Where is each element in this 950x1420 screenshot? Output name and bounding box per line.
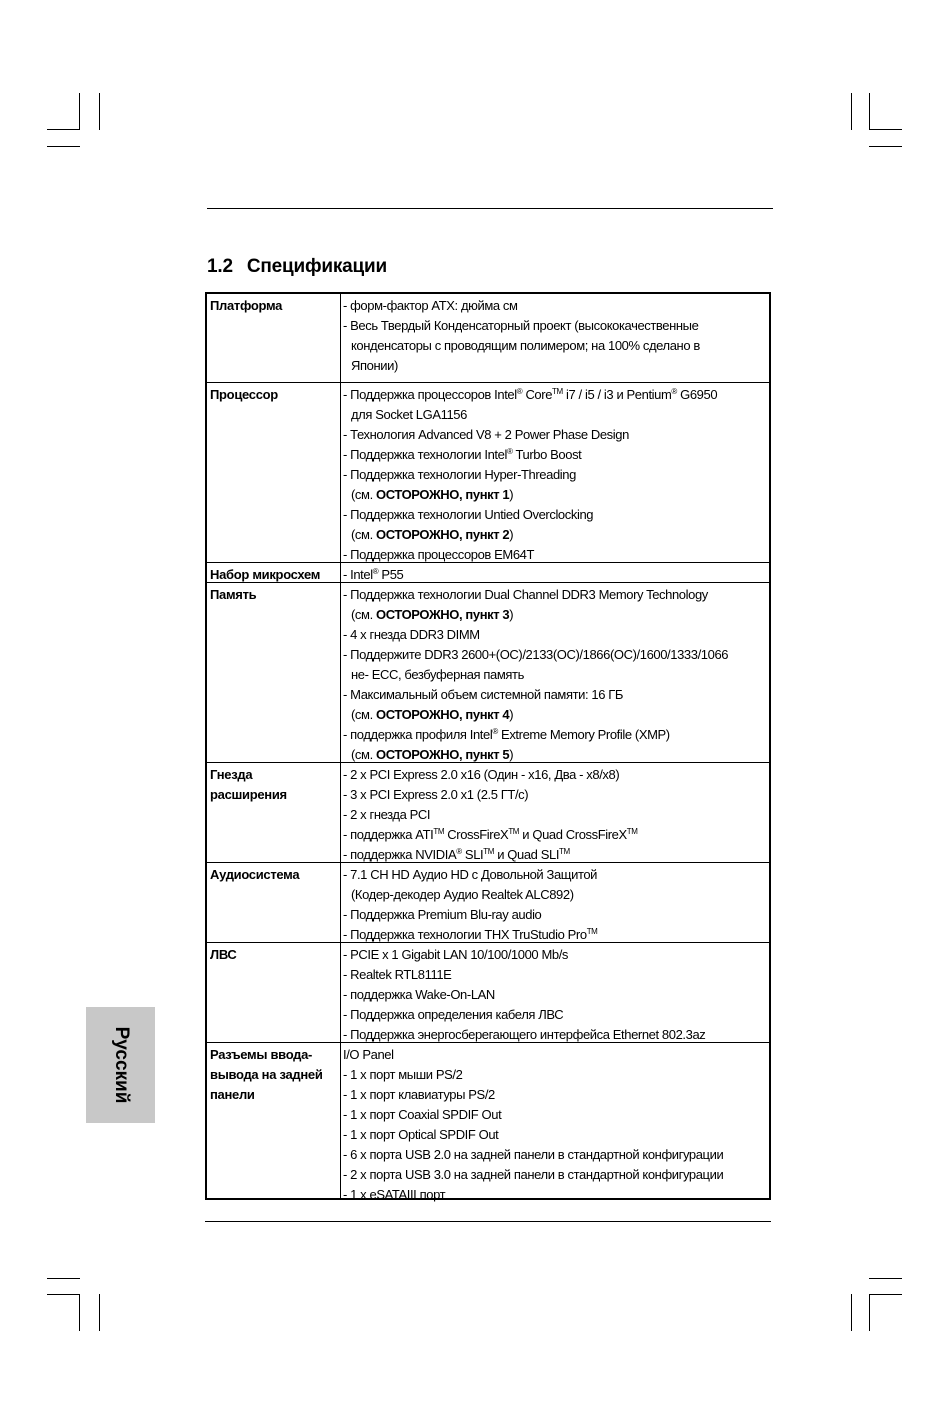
- crop-mark: [47, 146, 80, 147]
- crop-mark: [99, 93, 100, 130]
- spec-label-line: Набор микросхем: [210, 567, 321, 582]
- spec-row: [207, 562, 769, 583]
- spec-label-line: Разъемы ввода-: [210, 1047, 313, 1062]
- spec-value-line: - Поддержка технологии Untied Overclocking: [343, 507, 594, 522]
- spec-label-line: Память: [210, 587, 257, 602]
- spec-values: [343, 385, 765, 565]
- spec-values: [343, 945, 765, 1045]
- spec-value-line: - Поддержка технологии Hyper-Threading: [343, 467, 576, 482]
- spec-label-line: вывода на задней: [210, 1067, 323, 1082]
- spec-value-line: (см. ОСТОРОЖНО, пункт 3): [351, 607, 514, 622]
- spec-value-line: (Кодер-декодер Аудио Realtek ALC892): [351, 887, 574, 902]
- spec-values: [343, 1045, 765, 1205]
- spec-value-line: (см. ОСТОРОЖНО, пункт 2): [351, 527, 514, 542]
- spec-value-line: - Весь Твердый Конденсаторный проект (высококачественные: [343, 318, 699, 333]
- spec-values: [343, 585, 765, 765]
- spec-value-line: не- ECC, безбуферная память: [351, 667, 524, 682]
- spec-value-line: - Поддержка процессоров Intel® Core™ i7 / i5 / i3 и Pentium® G6950: [343, 387, 718, 402]
- crop-mark: [869, 129, 902, 130]
- crop-mark: [851, 93, 852, 130]
- crop-mark: [47, 1278, 80, 1279]
- spec-value-line: - Поддержка определения кабеля ЛВС: [343, 1007, 564, 1022]
- crop-mark: [851, 1294, 852, 1331]
- spec-value-line: - 4 x гнезда DDR3 DIMM: [343, 627, 480, 642]
- spec-label-line: панели: [210, 1087, 255, 1102]
- section-heading: [207, 256, 387, 278]
- spec-value-line: - Максимальный объем системной памяти: 16 ГБ: [343, 687, 624, 702]
- spec-label-line: Процессор: [210, 387, 278, 402]
- spec-label-line: Платформа: [210, 298, 283, 313]
- crop-mark: [869, 1294, 902, 1295]
- spec-row: [207, 942, 769, 1043]
- spec-value-line: - Поддержка Premium Blu-ray audio: [343, 907, 542, 922]
- crop-mark: [47, 129, 80, 130]
- spec-row: [207, 294, 769, 382]
- crop-mark: [79, 93, 80, 130]
- spec-value-line: - поддержка ATI™ CrossFireX™ и Quad CrossFireX™: [343, 827, 638, 842]
- spec-label-line: Аудиосистема: [210, 867, 300, 882]
- crop-mark: [869, 93, 870, 130]
- spec-value-line: (см. ОСТОРОЖНО, пункт 4): [351, 707, 514, 722]
- spec-table: [205, 292, 771, 1200]
- spec-value-line: - Поддержка технологии Intel® Turbo Boost: [343, 447, 582, 462]
- spec-value-line: - 6 x порта USB 2.0 на задней панели в стандартной конфигурации: [343, 1147, 724, 1162]
- spec-value-line: - 1 x порт Optical SPDIF Out: [343, 1127, 499, 1142]
- language-tab: [86, 1007, 155, 1123]
- top-rule: [207, 208, 773, 209]
- spec-row: [207, 1042, 769, 1203]
- spec-label: [210, 765, 338, 805]
- spec-value-line: - Поддержка технологии THX TruStudio Pro™: [343, 927, 598, 942]
- spec-label: [210, 385, 338, 405]
- spec-value-line: - Поддержка энергосберегающего интерфейса Ethernet 802.3az: [343, 1027, 706, 1042]
- spec-value-line: - Поддержка технологии Dual Channel DDR3 Memory Technology: [343, 587, 708, 602]
- spec-row: [207, 382, 769, 563]
- spec-values: [343, 765, 765, 865]
- crop-mark: [869, 146, 902, 147]
- spec-value-line: - Intel® P55: [343, 567, 404, 582]
- spec-value-line: - 7.1 CH HD Аудио HD с Довольной Защитой: [343, 867, 598, 882]
- spec-value-line: - форм-фактор ATX: дюйма см: [343, 298, 518, 313]
- spec-label: [210, 585, 338, 605]
- section-title: Спецификации: [246, 256, 387, 277]
- spec-value-line: для Socket LGA1156: [351, 407, 467, 422]
- spec-value-line: - Realtek RTL8111E: [343, 967, 452, 982]
- spec-value-line: - 2 x порта USB 3.0 на задней панели в стандартной конфигурации: [343, 1167, 724, 1182]
- spec-value-line: - поддержка профиля Intel® Extreme Memory Profile (XMP): [343, 727, 670, 742]
- crop-mark: [99, 1294, 100, 1331]
- spec-value-line: - 1 x порт мыши PS/2: [343, 1067, 463, 1082]
- spec-row: [207, 582, 769, 763]
- spec-value-line: Японии): [351, 358, 398, 373]
- spec-values: [343, 296, 765, 376]
- spec-row: [207, 762, 769, 863]
- bottom-rule: [205, 1221, 771, 1222]
- section-number: 1.2: [207, 256, 233, 277]
- spec-label: [210, 865, 338, 885]
- spec-value-line: - Поддержка процессоров EM64T: [343, 547, 535, 562]
- spec-value-line: конденсаторы с проводящим полимером; на 100% сделано в: [351, 338, 700, 353]
- spec-value-line: - 3 x PCI Express 2.0 x1 (2.5 ГТ/с): [343, 787, 529, 802]
- spec-row: [207, 862, 769, 943]
- spec-value-line: - 1 x eSATAIII порт: [343, 1187, 446, 1202]
- spec-value-line: - PCIE x 1 Gigabit LAN 10/100/1000 Mb/s: [343, 947, 569, 962]
- spec-value-line: I/O Panel: [343, 1047, 394, 1062]
- spec-value-line: - поддержка NVIDIA® SLI™ и Quad SLI™: [343, 847, 570, 862]
- spec-value-line: - Технология Advanced V8 + 2 Power Phase Design: [343, 427, 629, 442]
- crop-mark: [79, 1294, 80, 1331]
- crop-mark: [47, 1294, 80, 1295]
- spec-value-line: - поддержка Wake-On-LAN: [343, 987, 495, 1002]
- spec-label-line: ЛВС: [210, 947, 237, 962]
- spec-label-line: расширения: [210, 787, 287, 802]
- crop-mark: [869, 1294, 870, 1331]
- spec-label: [210, 296, 338, 316]
- language-tab-label: Русский: [110, 1026, 132, 1104]
- spec-value-line: (см. ОСТОРОЖНО, пункт 1): [351, 487, 514, 502]
- spec-label-line: Гнезда: [210, 767, 253, 782]
- spec-value-line: - 2 x PCI Express 2.0 x16 (Один - x16, Два - x8/x8): [343, 767, 620, 782]
- spec-values: [343, 865, 765, 945]
- spec-value-line: (см. ОСТОРОЖНО, пункт 5): [351, 747, 514, 762]
- spec-value-line: - 2 x гнезда PCI: [343, 807, 431, 822]
- spec-value-line: - Поддержите DDR3 2600+(OC)/2133(OC)/1866(OC)/1600/1333/1066: [343, 647, 729, 662]
- crop-mark: [869, 1278, 902, 1279]
- spec-value-line: - 1 x порт клавиатуры PS/2: [343, 1087, 495, 1102]
- spec-value-line: - 1 x порт Coaxial SPDIF Out: [343, 1107, 502, 1122]
- spec-label: [210, 945, 338, 965]
- spec-label: [210, 1045, 338, 1105]
